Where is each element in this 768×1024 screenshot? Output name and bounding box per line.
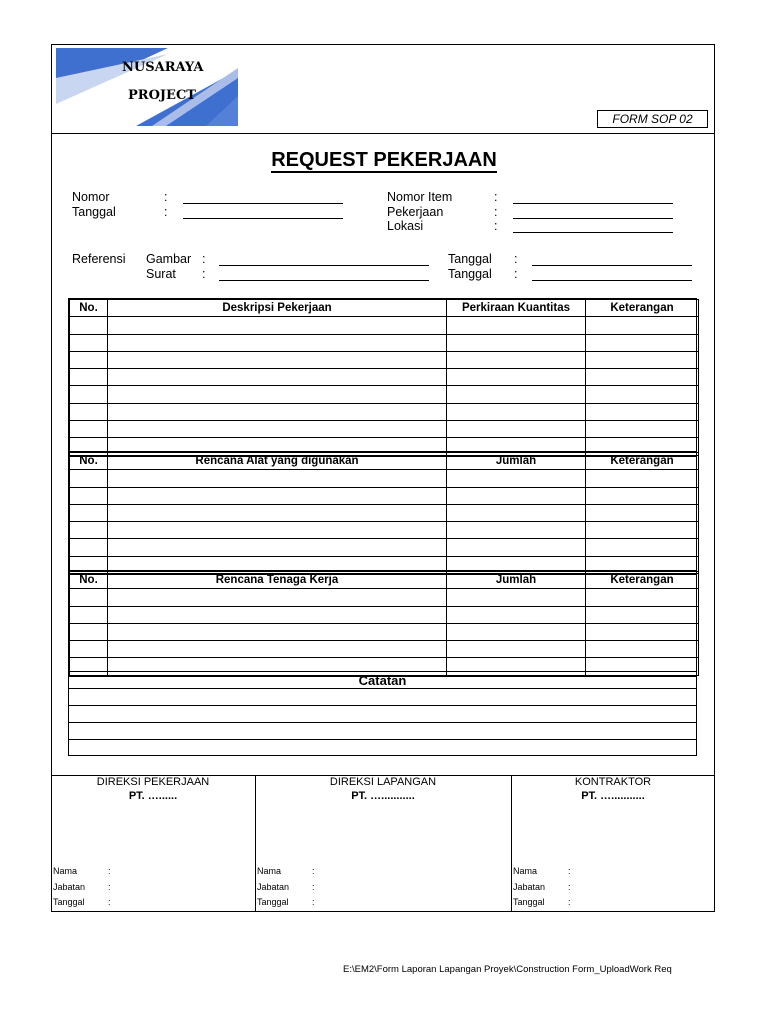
- column-header: Keterangan: [586, 300, 699, 317]
- table-cell[interactable]: [70, 539, 108, 556]
- table-cell[interactable]: [70, 369, 108, 386]
- signature-field-colon: :: [108, 897, 111, 907]
- table-cell[interactable]: [447, 623, 586, 640]
- column-header: No.: [70, 453, 108, 470]
- tanggal-label: Tanggal: [72, 205, 116, 219]
- table-cell[interactable]: [70, 623, 108, 640]
- grid-table: [69, 299, 699, 456]
- signature-role: DIREKSI LAPANGAN: [329, 776, 437, 788]
- table-row: [70, 334, 699, 351]
- table-cell[interactable]: [70, 522, 108, 539]
- signature-company: PT. …...........: [581, 790, 645, 802]
- table-cell[interactable]: [586, 470, 699, 487]
- table-cell[interactable]: [447, 504, 586, 521]
- lokasi-field[interactable]: [513, 232, 673, 233]
- work-description-table: [68, 298, 697, 457]
- table-cell[interactable]: [108, 623, 447, 640]
- table-cell[interactable]: [108, 317, 447, 334]
- table-cell[interactable]: [108, 470, 447, 487]
- signature-field-colon: :: [568, 881, 571, 892]
- column-header: No.: [70, 300, 108, 317]
- table-cell[interactable]: [70, 487, 108, 504]
- table-cell[interactable]: [70, 334, 108, 351]
- grid-table: [69, 452, 699, 574]
- signature-field-label: Jabatan: [53, 881, 86, 892]
- lokasi-label: Lokasi: [387, 219, 424, 233]
- table-cell[interactable]: [108, 641, 447, 658]
- table-cell[interactable]: [70, 317, 108, 334]
- table-row: [70, 351, 699, 368]
- logo-name: NUSARAYA: [122, 60, 204, 75]
- nomor-field[interactable]: [183, 203, 343, 204]
- table-cell[interactable]: [586, 351, 699, 368]
- table-cell[interactable]: [447, 386, 586, 403]
- table-row: [70, 386, 699, 403]
- table-cell[interactable]: [70, 606, 108, 623]
- labor-plan-table: [68, 570, 697, 677]
- table-cell[interactable]: [447, 606, 586, 623]
- column-header: Perkiraan Kuantitas: [447, 300, 586, 317]
- table-row: [70, 504, 699, 521]
- signature-field-label: Nama: [257, 866, 282, 876]
- table-cell[interactable]: [108, 589, 447, 606]
- column-header: Deskripsi Pekerjaan: [108, 300, 447, 317]
- pekerjaan-label: Pekerjaan: [387, 205, 444, 219]
- ref-tanggal-label-1: Tanggal: [448, 252, 492, 266]
- notes-line[interactable]: [68, 688, 697, 705]
- nomor-label: Nomor: [72, 190, 110, 204]
- signature-role: KONTRAKTOR: [574, 776, 652, 788]
- table-cell[interactable]: [447, 351, 586, 368]
- notes-line[interactable]: [68, 739, 697, 756]
- table-cell[interactable]: [586, 504, 699, 521]
- table-cell[interactable]: [108, 487, 447, 504]
- signature-field-label: Jabatan: [513, 881, 546, 892]
- signature-field-colon: :: [312, 881, 315, 892]
- notes-line[interactable]: [68, 705, 697, 722]
- table-row: [70, 641, 699, 658]
- table-cell[interactable]: [447, 334, 586, 351]
- table-cell[interactable]: [447, 487, 586, 504]
- table-row: [70, 470, 699, 487]
- signature-company: PT. …......: [128, 790, 178, 802]
- signature-field-label: Nama: [513, 866, 538, 876]
- nomor-colon: :: [164, 190, 168, 204]
- table-cell[interactable]: [586, 606, 699, 623]
- table-row: [70, 403, 699, 420]
- table-cell[interactable]: [586, 487, 699, 504]
- table-row: [70, 317, 699, 334]
- gambar-colon: :: [202, 252, 206, 266]
- column-header: Keterangan: [586, 453, 699, 470]
- column-header: Keterangan: [586, 572, 699, 589]
- table-header-row: [70, 300, 699, 317]
- surat-label: Surat: [146, 267, 176, 281]
- tanggal-colon: :: [164, 205, 168, 219]
- table-cell[interactable]: [447, 317, 586, 334]
- lokasi-colon: :: [494, 219, 498, 233]
- notes-line[interactable]: [68, 722, 697, 739]
- signature-role: DIREKSI PEKERJAAN: [96, 776, 210, 788]
- table-row: [70, 623, 699, 640]
- table-cell[interactable]: [586, 539, 699, 556]
- column-header: Jumlah: [447, 453, 586, 470]
- column-header: Rencana Alat yang digunakan: [108, 453, 447, 470]
- form-code-box: FORM SOP 02: [597, 110, 708, 128]
- table-row: [70, 539, 699, 556]
- table-cell[interactable]: [447, 403, 586, 420]
- signature-field-label: Tanggal: [513, 897, 545, 907]
- table-cell[interactable]: [586, 641, 699, 658]
- table-cell[interactable]: [108, 403, 447, 420]
- table-cell[interactable]: [70, 641, 108, 658]
- logo-subtitle: PROJECT: [128, 88, 196, 103]
- table-cell[interactable]: [447, 470, 586, 487]
- table-cell[interactable]: [447, 539, 586, 556]
- ref-tanggal-colon-2: :: [514, 267, 518, 281]
- table-cell[interactable]: [586, 403, 699, 420]
- signature-field-label: Nama: [53, 866, 78, 876]
- table-cell[interactable]: [586, 386, 699, 403]
- signature-field-label: Tanggal: [257, 897, 289, 907]
- nomor-item-colon: :: [494, 190, 498, 204]
- page-title-text: REQUEST PEKERJAAN: [271, 149, 497, 171]
- ref-tanggal-label-2: Tanggal: [448, 267, 492, 281]
- signature-field-colon: :: [568, 897, 571, 907]
- table-header-row: [70, 453, 699, 470]
- table-row: [70, 606, 699, 623]
- referensi-label: Referensi: [72, 252, 126, 266]
- tanggal-field[interactable]: [183, 218, 343, 219]
- pekerjaan-field[interactable]: [513, 218, 673, 219]
- table-cell[interactable]: [70, 351, 108, 368]
- table-cell[interactable]: [447, 641, 586, 658]
- equipment-plan-table: [68, 451, 697, 575]
- table-cell[interactable]: [586, 334, 699, 351]
- table-cell[interactable]: [70, 504, 108, 521]
- signature-company: PT. …...........: [351, 790, 415, 802]
- signature-field-colon: :: [108, 881, 111, 892]
- signature-field-colon: :: [108, 866, 111, 876]
- company-logo: [56, 48, 238, 126]
- grid-table: [69, 571, 699, 676]
- table-cell[interactable]: [70, 403, 108, 420]
- header-divider: [51, 133, 715, 134]
- table-cell[interactable]: [586, 522, 699, 539]
- surat-colon: :: [202, 267, 206, 281]
- table-row: [70, 421, 699, 438]
- table-cell[interactable]: [586, 317, 699, 334]
- table-row: [70, 369, 699, 386]
- table-cell[interactable]: [108, 351, 447, 368]
- table-cell[interactable]: [586, 421, 699, 438]
- gambar-field[interactable]: [219, 265, 429, 266]
- table-cell[interactable]: [108, 504, 447, 521]
- file-path-footer: E:\EM2\Form Laporan Lapangan Proyek\Construction Form_UploadWork Req: [343, 964, 672, 975]
- signature-field-label: Jabatan: [257, 881, 290, 892]
- nomor-item-label: Nomor Item: [387, 190, 453, 204]
- table-cell[interactable]: [108, 369, 447, 386]
- column-header: Jumlah: [447, 572, 586, 589]
- pekerjaan-colon: :: [494, 205, 498, 219]
- column-header: Rencana Tenaga Kerja: [108, 572, 447, 589]
- table-row: [70, 487, 699, 504]
- table-row: [70, 589, 699, 606]
- table-cell[interactable]: [447, 589, 586, 606]
- notes-title: Catatan: [68, 671, 697, 688]
- table-cell[interactable]: [108, 522, 447, 539]
- table-cell[interactable]: [586, 623, 699, 640]
- table-cell[interactable]: [70, 589, 108, 606]
- table-cell[interactable]: [586, 589, 699, 606]
- table-header-row: [70, 572, 699, 589]
- table-cell[interactable]: [586, 369, 699, 386]
- nomor-item-field[interactable]: [513, 203, 673, 204]
- table-cell[interactable]: [447, 522, 586, 539]
- ref-tanggal-field-1[interactable]: [532, 265, 692, 266]
- table-cell[interactable]: [447, 421, 586, 438]
- table-cell[interactable]: [108, 539, 447, 556]
- ref-tanggal-field-2[interactable]: [532, 280, 692, 281]
- ref-tanggal-colon-1: :: [514, 252, 518, 266]
- table-cell[interactable]: [70, 470, 108, 487]
- table-cell[interactable]: [70, 421, 108, 438]
- column-header: No.: [70, 572, 108, 589]
- table-cell[interactable]: [108, 606, 447, 623]
- table-row: [70, 522, 699, 539]
- table-cell[interactable]: [447, 369, 586, 386]
- surat-field[interactable]: [219, 280, 429, 281]
- table-cell[interactable]: [70, 386, 108, 403]
- signature-field-colon: :: [312, 866, 315, 876]
- signature-field-colon: :: [312, 897, 315, 907]
- gambar-label: Gambar: [146, 252, 192, 266]
- table-cell[interactable]: [108, 386, 447, 403]
- page-title: [0, 149, 768, 172]
- notes-section: [68, 671, 697, 756]
- table-cell[interactable]: [108, 334, 447, 351]
- table-cell[interactable]: [108, 421, 447, 438]
- signature-field-label: Tanggal: [53, 897, 85, 907]
- signature-field-colon: :: [568, 866, 571, 876]
